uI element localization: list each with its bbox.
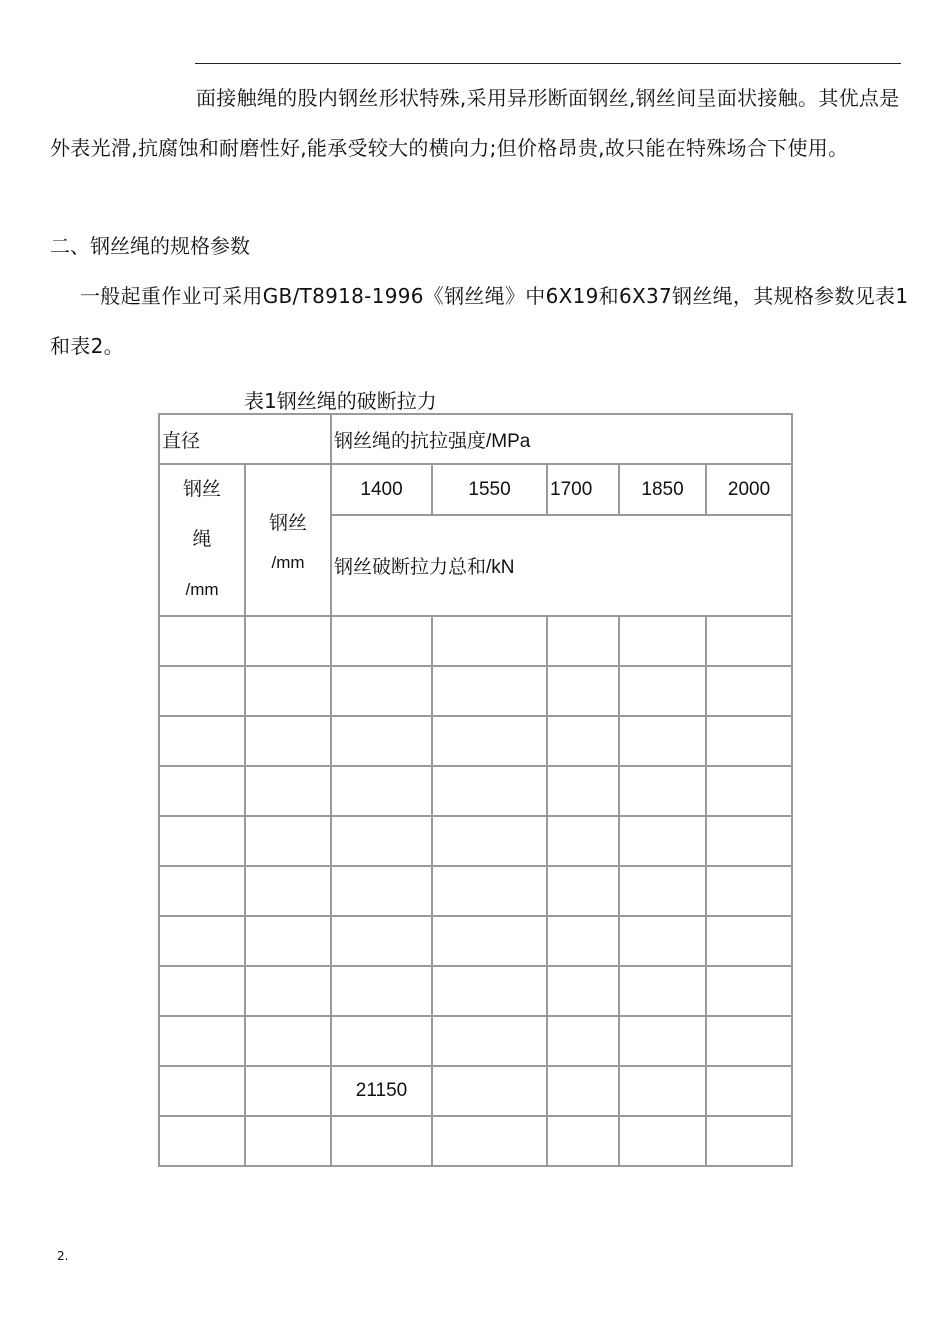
table-cell [619, 666, 706, 716]
table-cell: 21150 [331, 1066, 432, 1116]
header-rope-diameter [159, 464, 245, 616]
table-row [159, 766, 792, 816]
table-cell [159, 766, 245, 816]
table-cell [432, 1016, 547, 1066]
table-cell [331, 1116, 432, 1166]
header-tensile-strength: 钢丝绳的抗拉强度/MPa [331, 414, 792, 464]
table-cell [159, 666, 245, 716]
table-cell [331, 766, 432, 816]
table-cell [547, 1016, 619, 1066]
table-row [159, 616, 792, 666]
table-cell [331, 666, 432, 716]
header-wire-diameter [245, 464, 331, 616]
table-cell [619, 966, 706, 1016]
table-cell [245, 866, 331, 916]
table-cell [706, 766, 792, 816]
table-cell [432, 666, 547, 716]
table-cell [159, 866, 245, 916]
table-cell [245, 616, 331, 666]
table-cell [432, 816, 547, 866]
table-cell [619, 1116, 706, 1166]
table-cell [619, 1066, 706, 1116]
table-caption: 表1钢丝绳的破断拉力 [244, 389, 437, 413]
table-cell [547, 916, 619, 966]
rope-label-line1: 钢丝 [182, 479, 221, 500]
table-cell [331, 866, 432, 916]
table-cell [619, 766, 706, 816]
table-cell [432, 1066, 547, 1116]
table-row [159, 966, 792, 1016]
table-cell [432, 966, 547, 1016]
header-rule [195, 63, 901, 64]
table-cell [619, 1016, 706, 1066]
table-row [159, 816, 792, 866]
table-row [159, 1116, 792, 1166]
table-cell [159, 916, 245, 966]
page-number: 2. [57, 1249, 69, 1263]
table-cell [159, 1066, 245, 1116]
table-cell [706, 616, 792, 666]
table-cell [706, 866, 792, 916]
table-cell [331, 616, 432, 666]
table-cell [547, 666, 619, 716]
table-cell [245, 716, 331, 766]
table-row [159, 866, 792, 916]
table-row [159, 1016, 792, 1066]
table-cell [432, 1116, 547, 1166]
table-cell [245, 816, 331, 866]
wire-label-unit: /mm [271, 552, 305, 572]
table-cell [547, 866, 619, 916]
table-cell [159, 816, 245, 866]
table-cell [547, 1066, 619, 1116]
strength-2000: 2000 [706, 464, 792, 515]
table-row [159, 916, 792, 966]
table-cell [432, 616, 547, 666]
table-cell [245, 916, 331, 966]
table-cell [331, 966, 432, 1016]
rope-label-unit: /mm [185, 580, 219, 599]
strength-1700: 1700 [547, 464, 619, 515]
strength-1550: 1550 [432, 464, 547, 515]
table-cell [245, 766, 331, 816]
table-cell [547, 1116, 619, 1166]
table-row [159, 1066, 792, 1116]
table-cell [547, 716, 619, 766]
table-cell [547, 766, 619, 816]
table-cell [706, 916, 792, 966]
table-cell [432, 916, 547, 966]
table-cell [432, 866, 547, 916]
table-cell [432, 716, 547, 766]
table-cell [706, 966, 792, 1016]
table-cell [331, 816, 432, 866]
header-diameter: 直径 [159, 414, 331, 464]
table-cell [331, 1016, 432, 1066]
paragraph-spec-intro: 一般起重作业可采用GB/T8918-1996《钢丝绳》中6X19和6X37钢丝绳，其规格参数见表1和表2。 [50, 284, 909, 358]
paragraph-contact-rope: 面接触绳的股内钢丝形状特殊,采用异形断面钢丝,钢丝间呈面状接触。其优点是外表光滑,抗腐蚀和耐磨性好,能承受较大的横向力;但价格昂贵,故只能在特殊场合下使用。 [50, 86, 900, 160]
table-cell [245, 1066, 331, 1116]
table-cell [245, 1016, 331, 1066]
table-cell [619, 916, 706, 966]
header-breaking-force: 钢丝破断拉力总和/kN [331, 515, 792, 616]
table-row [159, 666, 792, 716]
strength-1850: 1850 [619, 464, 706, 515]
table-cell [619, 866, 706, 916]
table-cell [706, 1066, 792, 1116]
table-cell [331, 916, 432, 966]
table-cell [432, 766, 547, 816]
table-cell [159, 1116, 245, 1166]
table-cell [159, 966, 245, 1016]
table-cell [706, 1016, 792, 1066]
table-row [159, 716, 792, 766]
table-cell [547, 816, 619, 866]
table-cell [706, 666, 792, 716]
table-cell [331, 716, 432, 766]
table-cell [619, 616, 706, 666]
table-cell [547, 616, 619, 666]
table-cell [619, 716, 706, 766]
wire-label: 钢丝 [269, 512, 308, 534]
breaking-force-table [158, 413, 793, 1167]
table-cell [159, 1016, 245, 1066]
table-cell [706, 716, 792, 766]
table-cell [245, 966, 331, 1016]
table-cell [706, 816, 792, 866]
table-cell [159, 716, 245, 766]
table-cell [245, 666, 331, 716]
table-cell [159, 616, 245, 666]
strength-1400: 1400 [331, 464, 432, 515]
table-cell [619, 816, 706, 866]
table-cell [245, 1116, 331, 1166]
rope-label-line2: 绳 [192, 529, 212, 550]
table-cell [547, 966, 619, 1016]
section-heading: 二、钢丝绳的规格参数 [50, 234, 250, 258]
table-cell [706, 1116, 792, 1166]
